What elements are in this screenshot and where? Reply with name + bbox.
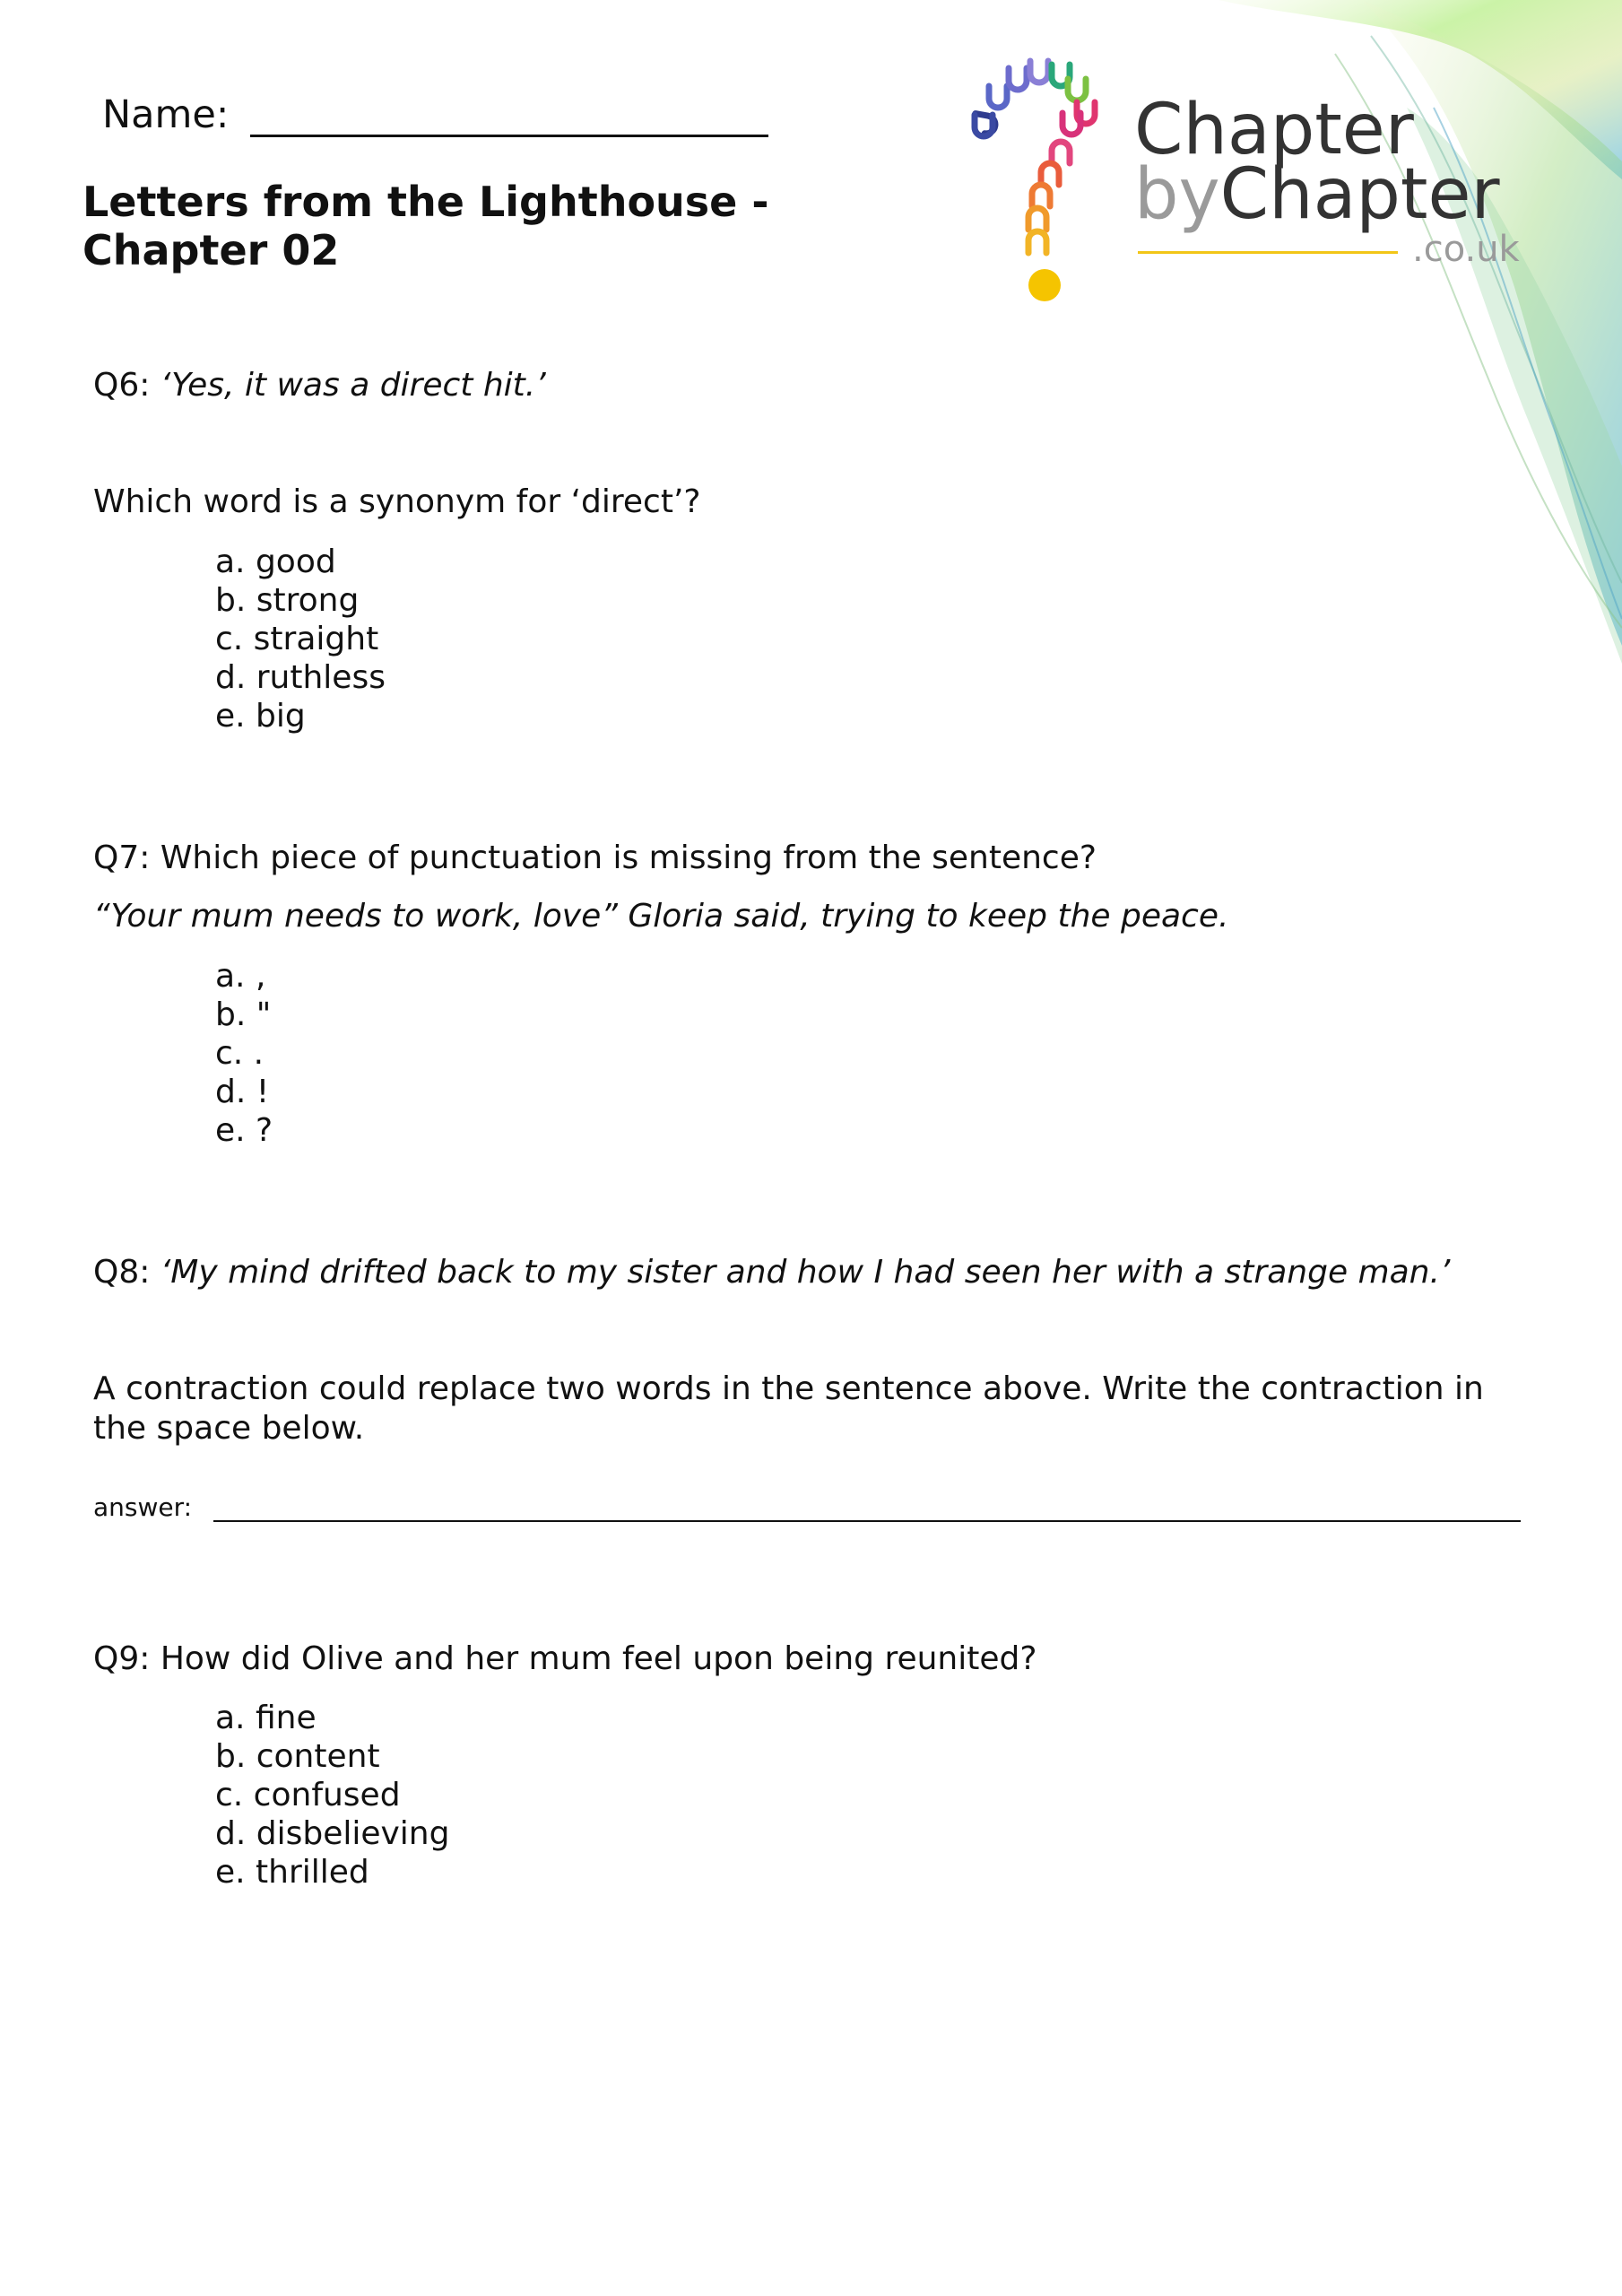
q7-quote: “Your mum needs to work, love” Gloria said, trying to keep the peace. <box>93 898 1229 935</box>
q8-answer-line[interactable] <box>213 1493 1521 1522</box>
question-mark-books-icon <box>964 52 1116 312</box>
name-label: Name: <box>102 92 230 137</box>
q8-quote-line <box>93 1253 1450 1292</box>
q9-option-a[interactable]: a. fine <box>215 1700 317 1736</box>
name-field-row <box>102 90 768 137</box>
q6-prefix: Q6: <box>93 367 151 404</box>
q7-option-b[interactable]: b. " <box>215 996 272 1033</box>
q6-options <box>215 543 386 735</box>
q6-option-b[interactable]: b. strong <box>215 582 360 619</box>
q6-option-a[interactable]: a. good <box>215 544 336 580</box>
q6-option-e[interactable]: e. big <box>215 698 306 735</box>
chapter-by-chapter-logo <box>964 52 1547 312</box>
q6-quote: ‘Yes, it was a direct hit.’ <box>160 367 546 404</box>
q8-quote: ‘My mind drifted back to my sister and how I had seen her with a strange man.’ <box>160 1254 1451 1291</box>
q9-prompt: Q9: How did Olive and her mum feel upon being reunited? <box>93 1640 1037 1677</box>
q9-option-c[interactable]: c. confused <box>215 1777 401 1813</box>
q7-option-e[interactable]: e. ? <box>215 1112 273 1149</box>
q8-answer-label: answer: <box>93 1492 193 1522</box>
logo-underline <box>1138 251 1398 254</box>
q6-option-d[interactable]: d. ruthless <box>215 659 386 696</box>
logo-domain: .co.uk <box>1412 229 1520 270</box>
q8-prompt: A contraction could replace two words in the sentence above. Write the contraction in the space below. <box>93 1370 1484 1447</box>
logo-word-chapter-2: Chapter <box>1219 154 1500 235</box>
logo-word-bychapter <box>1134 154 1500 235</box>
q7-option-a[interactable]: a. , <box>215 958 266 995</box>
worksheet-title: Letters from the Lighthouse - Chapter 02 <box>82 178 769 274</box>
q9-options <box>215 1699 449 1892</box>
q9-option-b[interactable]: b. content <box>215 1738 380 1775</box>
q9-option-d[interactable]: d. disbelieving <box>215 1815 450 1852</box>
q7-option-d[interactable]: d. ! <box>215 1074 270 1110</box>
q6-prompt: Which word is a synonym for ‘direct’? <box>93 483 701 520</box>
q6-option-c[interactable]: c. straight <box>215 621 379 657</box>
q6-quote-line <box>93 366 546 405</box>
q9-option-e[interactable]: e. thrilled <box>215 1854 369 1891</box>
q7-prompt: Q7: Which piece of punctuation is missing from the sentence? <box>93 839 1097 876</box>
name-write-line[interactable] <box>250 90 768 137</box>
logo-word-chapter: Chapter <box>1134 90 1414 170</box>
q8-prefix: Q8: <box>93 1254 151 1291</box>
q7-option-c[interactable]: c. . <box>215 1035 265 1072</box>
q7-options <box>215 957 273 1150</box>
q8-answer-row <box>93 1492 1528 1522</box>
logo-word-by: by <box>1134 154 1220 235</box>
